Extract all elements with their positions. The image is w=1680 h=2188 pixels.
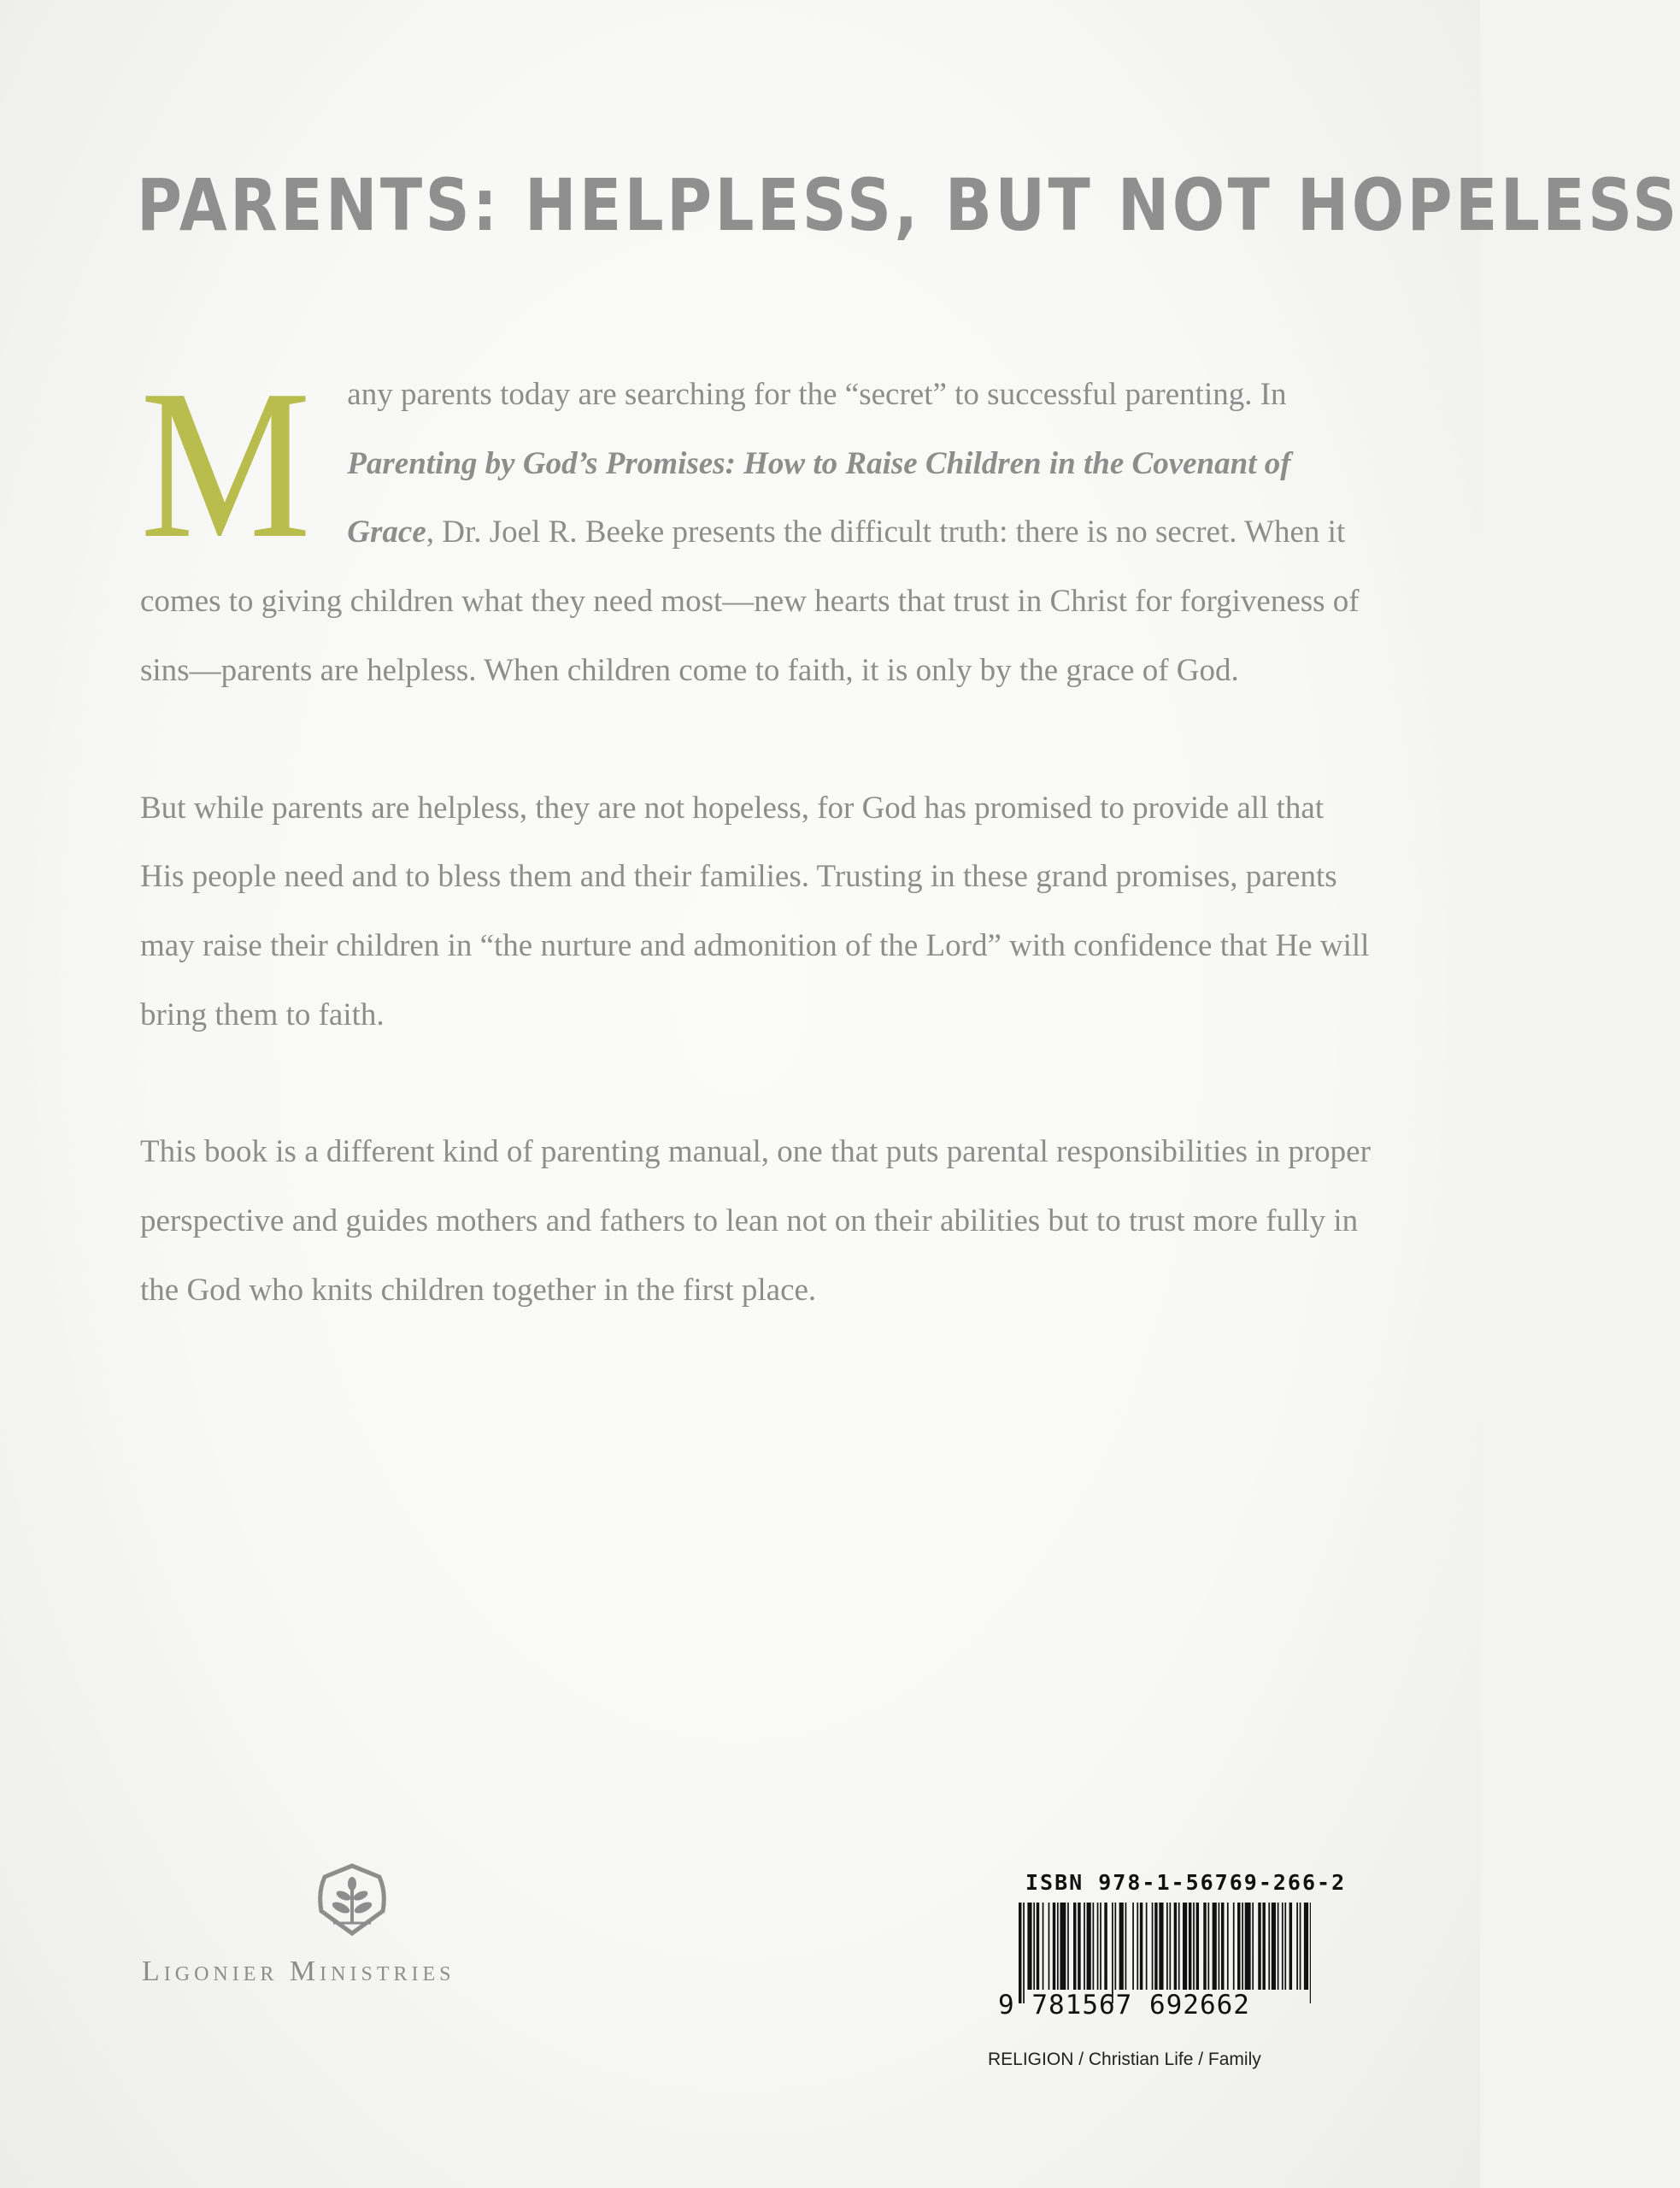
barcode-bar	[1049, 1903, 1050, 1990]
publisher-logo	[137, 1863, 598, 1987]
bisac-category: RELIGION / Christian Life / Family	[988, 2050, 1261, 2069]
barcode-bar	[1310, 1903, 1311, 2003]
paragraph-3: This book is a different kind of parenting manual, one that puts parental responsibilities in proper perspective and guides mothers and fathers to lean not on their abilities but to trust more fully in the God who knits children together in the first place.	[140, 1134, 1371, 1308]
barcode-bar	[1252, 1903, 1254, 1990]
barcode-bar	[1193, 1903, 1195, 1990]
barcode-bar	[1242, 1903, 1243, 1990]
isbn-label: ISBN 978-1-56769-266-2	[1025, 1870, 1347, 1895]
barcode-bar	[1221, 1903, 1224, 1990]
barcode-bar	[1019, 1903, 1021, 2003]
barcode-bar	[1169, 1903, 1171, 1990]
barcode-bar	[1067, 1903, 1069, 1990]
barcode-bar	[1300, 1903, 1301, 1990]
barcode-bar	[1078, 1903, 1080, 1990]
barcode-bar	[1043, 1903, 1044, 1990]
barcode-digits: 9 781567 692662	[998, 1990, 1250, 2020]
book-title: Parenting by God’s Promises: How to Raise Children in the Covenant of Grace	[347, 445, 1291, 550]
barcode-bar	[1137, 1903, 1138, 1990]
barcode-bar	[1057, 1903, 1059, 1990]
barcode-bar	[1152, 1903, 1154, 1990]
cover-headline: PARENTS: HELPLESS, BUT NOT HOPELESS	[137, 163, 1680, 247]
barcode-bar	[1296, 1903, 1298, 1990]
barcode-bar	[1060, 1903, 1066, 1990]
barcode-bar	[1073, 1903, 1076, 1990]
barcode-bar	[1146, 1903, 1148, 1990]
barcode-bar	[1278, 1903, 1279, 1990]
barcode-bar	[1233, 1903, 1235, 1990]
barcode-bar	[1245, 1903, 1251, 1990]
barcode-bar	[1119, 1903, 1124, 1990]
barcode-bar	[1097, 1903, 1099, 1990]
barcode-bar	[1189, 1903, 1191, 1990]
barcode-bar	[1114, 1903, 1116, 1990]
barcode-bar	[1183, 1903, 1187, 1990]
paragraph-1	[140, 346, 1371, 706]
barcode-bar	[1087, 1903, 1091, 1990]
barcode-bar	[1262, 1903, 1265, 1990]
barcode-bar	[1203, 1903, 1206, 1990]
drop-cap: M	[140, 346, 312, 583]
barcode-bar	[1258, 1903, 1260, 1990]
barcode-bar	[1268, 1903, 1270, 1990]
barcode-bar	[1053, 1903, 1055, 1990]
barcode-bar	[1033, 1903, 1035, 1990]
barcode-bar	[1166, 1903, 1168, 1990]
barcode-bar	[1084, 1903, 1085, 1990]
barcode-bar	[1284, 1903, 1286, 1990]
barcode-bar	[1104, 1903, 1107, 1990]
barcode-bar	[1207, 1903, 1209, 1990]
barcode-bar	[1132, 1903, 1134, 1990]
barcode-bar	[1178, 1903, 1180, 1990]
description	[140, 346, 1371, 1325]
barcode-bar	[1304, 1903, 1308, 1990]
barcode-bar	[1037, 1903, 1039, 1990]
barcode-bar	[1027, 1903, 1031, 1990]
barcode-bar	[1154, 1903, 1157, 1990]
barcode-bar	[1227, 1903, 1229, 1990]
barcode-bar	[1023, 1903, 1025, 2003]
barcode-bar	[1272, 1903, 1276, 1990]
barcode-bar	[1112, 1903, 1113, 2003]
barcode-bar	[1213, 1903, 1217, 1990]
barcode-bar	[1093, 1903, 1095, 1990]
barcode-bar	[1140, 1903, 1143, 1990]
barcode-bar	[1196, 1903, 1199, 1990]
barcode-bar	[1282, 1903, 1283, 1990]
paragraph-1-rest: , Dr. Joel R. Beeke presents the difficult truth: there is no secret. When it comes to giving children what they need most—new hearts that trust in Christ for forgiveness of sins—parents are helpless. When children come to faith, it is only by the grace of God.	[140, 515, 1360, 688]
paragraph-2: But while parents are helpless, they are not hopeless, for God has promised to provide all that His people need and to bless them and their families. Trusting in these grand promises, parents may raise their children in “the nurture and admonition of the Lord” with confidence that He will bring them to faith.	[140, 790, 1370, 1032]
barcode-bar	[1219, 1903, 1220, 1990]
publisher-name: Ligonier Ministries	[142, 1956, 455, 1987]
paragraph-1-intro: any parents today are searching for the “secret” to successful parenting. In	[347, 377, 1287, 412]
barcode-bar	[1100, 1903, 1101, 1990]
barcode-bar	[1174, 1903, 1177, 1990]
barcode-bar	[1125, 1903, 1127, 1990]
barcode-bar	[1289, 1903, 1292, 1990]
ligonier-tree-icon	[314, 1863, 390, 1937]
barcode-bars	[1017, 1903, 1313, 2003]
barcode-bar	[1159, 1903, 1163, 1990]
isbn-barcode	[991, 1870, 1347, 2075]
barcode-bar	[1237, 1903, 1240, 1990]
